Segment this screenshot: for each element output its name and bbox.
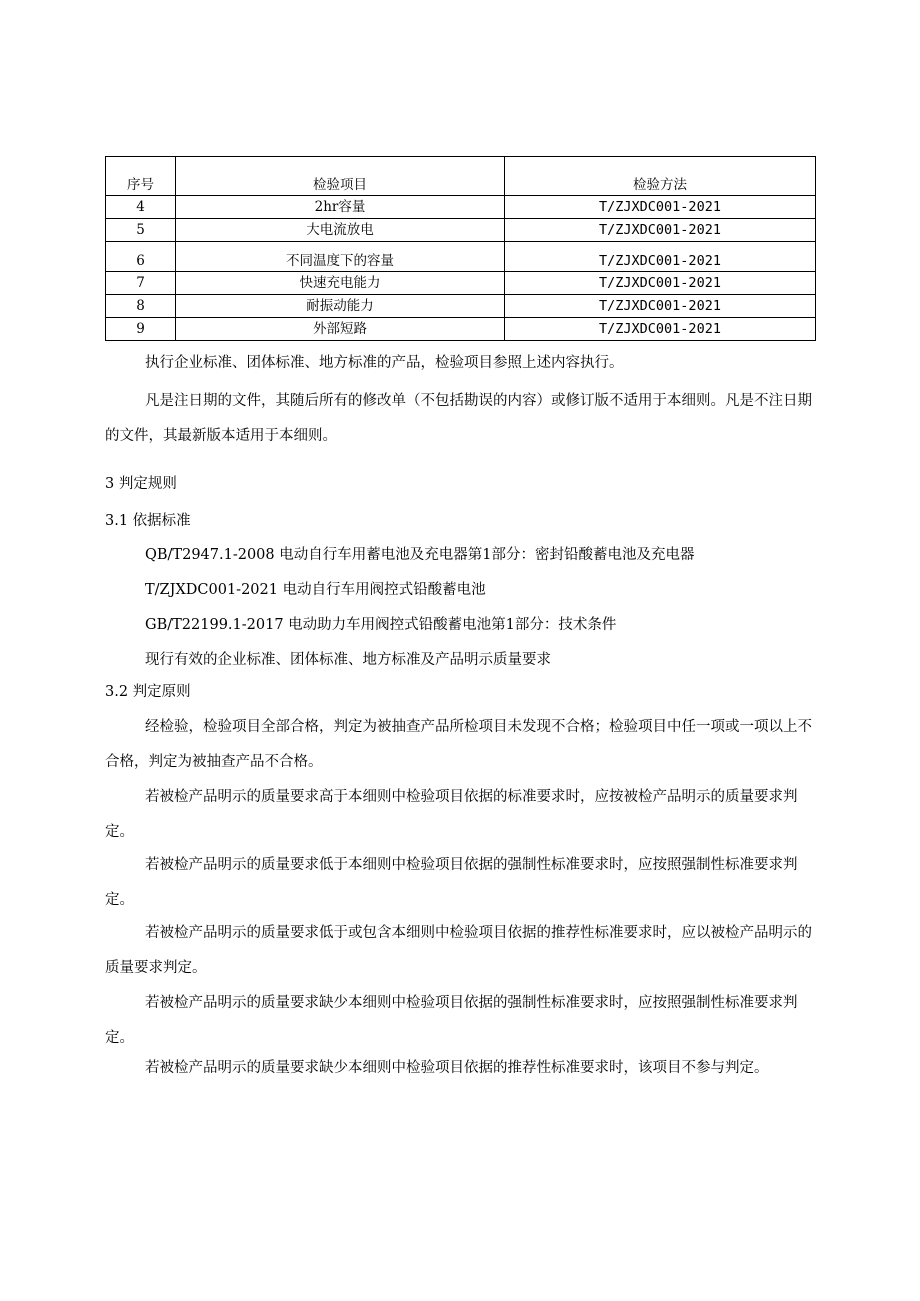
heading-basis-standards: 3.1 依据标准: [105, 513, 191, 529]
rule-paragraph: 若被检产品明示的质量要求缺少本细则中检验项目依据的强制性标准要求时，应按照强制性标准要求判定。: [105, 995, 798, 1046]
rule-paragraph: 若被检产品明示的质量要求高于本细则中检验项目依据的标准要求时，应按被检产品明示的质量要求判定。: [105, 789, 798, 840]
cell-method: T/ZJXDC001-2021: [505, 219, 816, 242]
cell-method: T/ZJXDC001-2021: [505, 318, 816, 341]
table-row: [106, 318, 816, 341]
paragraph-scope: 执行企业标准、团体标准、地方标准的产品，检验项目参照上述内容执行。: [145, 355, 624, 371]
col-header-no: 序号: [106, 157, 176, 196]
col-header-method: 检验方法: [505, 157, 816, 196]
table-header-row: [106, 157, 816, 196]
cell-no: 8: [106, 295, 176, 318]
heading-judgement-principles: 3.2 判定原则: [105, 684, 191, 700]
inspection-items-table: [105, 156, 816, 341]
cell-item: 耐振动能力: [176, 295, 505, 318]
cell-item: 不同温度下的容量: [176, 242, 505, 272]
cell-method: T/ZJXDC001-2021: [505, 196, 816, 219]
cell-method: T/ZJXDC001-2021: [505, 272, 816, 295]
rule-paragraph: 若被检产品明示的质量要求低于或包含本细则中检验项目依据的推荐性标准要求时，应以被检产品明示的质量要求判定。: [105, 925, 812, 976]
cell-method: T/ZJXDC001-2021: [505, 295, 816, 318]
cell-item: 大电流放电: [176, 219, 505, 242]
cell-no: 9: [106, 318, 176, 341]
cell-no: 6: [106, 242, 176, 272]
cell-no: 7: [106, 272, 176, 295]
rule-paragraph: 若被检产品明示的质量要求缺少本细则中检验项目依据的推荐性标准要求时，该项目不参与判定。: [145, 1060, 769, 1076]
col-header-item: 检验项目: [176, 157, 505, 196]
standard-item: T/ZJXDC001-2021 电动自行车用阀控式铅酸蓄电池: [145, 582, 486, 598]
table-row: [106, 196, 816, 219]
heading-judgement-rules: 3 判定规则: [105, 476, 177, 492]
standard-item: 现行有效的企业标准、团体标准、地方标准及产品明示质量要求: [145, 652, 551, 668]
cell-item: 快速充电能力: [176, 272, 505, 295]
cell-no: 4: [106, 196, 176, 219]
standard-item: GB/T22199.1-2017 电动助力车用阀控式铅酸蓄电池第1部分：技术条件: [145, 617, 617, 633]
cell-method: T/ZJXDC001-2021: [505, 242, 816, 272]
cell-item: 外部短路: [176, 318, 505, 341]
table-row: [106, 295, 816, 318]
table-row: [106, 272, 816, 295]
table-row: [106, 219, 816, 242]
rule-paragraph: 若被检产品明示的质量要求低于本细则中检验项目依据的强制性标准要求时，应按照强制性标准要求判定。: [105, 857, 798, 908]
standard-item: QB/T2947.1-2008 电动自行车用蓄电池及充电器第1部分：密封铅酸蓄电池及充电器: [145, 547, 695, 563]
paragraph-dated-docs: 凡是注日期的文件，其随后所有的修改单（不包括勘误的内容）或修订版不适用于本细则。凡是不注日期的文件，其最新版本适用于本细则。: [105, 393, 812, 444]
cell-no: 5: [106, 219, 176, 242]
rule-paragraph: 经检验，检验项目全部合格，判定为被抽查产品所检项目未发现不合格；检验项目中任一项或一项以上不合格，判定为被抽查产品不合格。: [105, 719, 812, 770]
cell-item: 2hr容量: [176, 196, 505, 219]
table-row: [106, 242, 816, 272]
